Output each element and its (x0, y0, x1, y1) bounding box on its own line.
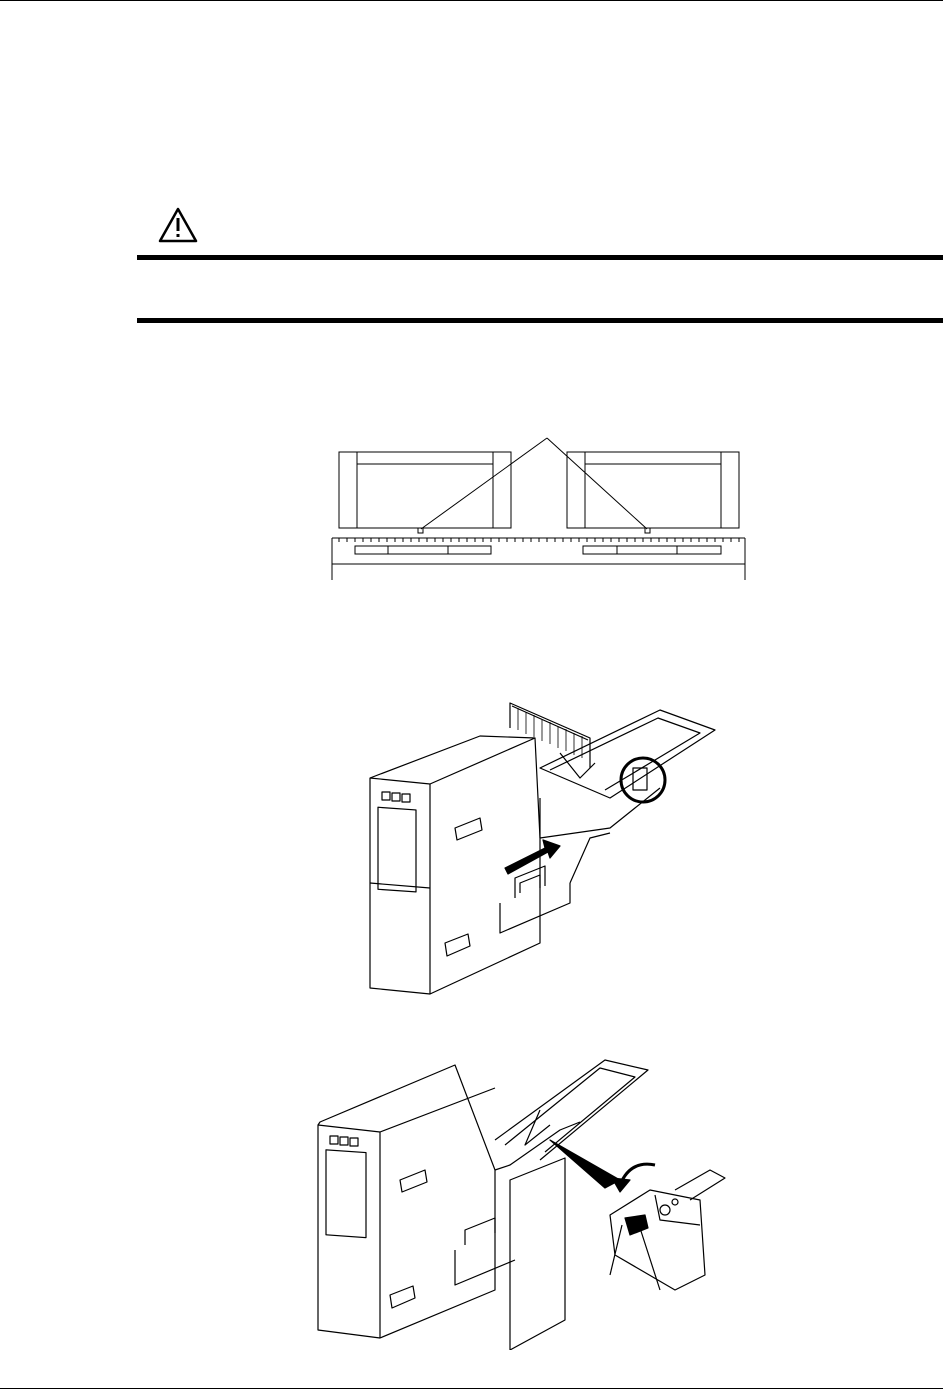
insert-cassette-illustration (360, 688, 720, 1000)
lever-lock-illustration (300, 1050, 750, 1350)
page-bottom-rule (0, 1388, 943, 1389)
warning-triangle-icon (158, 207, 198, 243)
caution-top-bar (137, 255, 943, 260)
cassette-position-diagram (325, 430, 755, 585)
caution-bottom-bar (137, 318, 943, 323)
page-top-rule (0, 0, 943, 1)
